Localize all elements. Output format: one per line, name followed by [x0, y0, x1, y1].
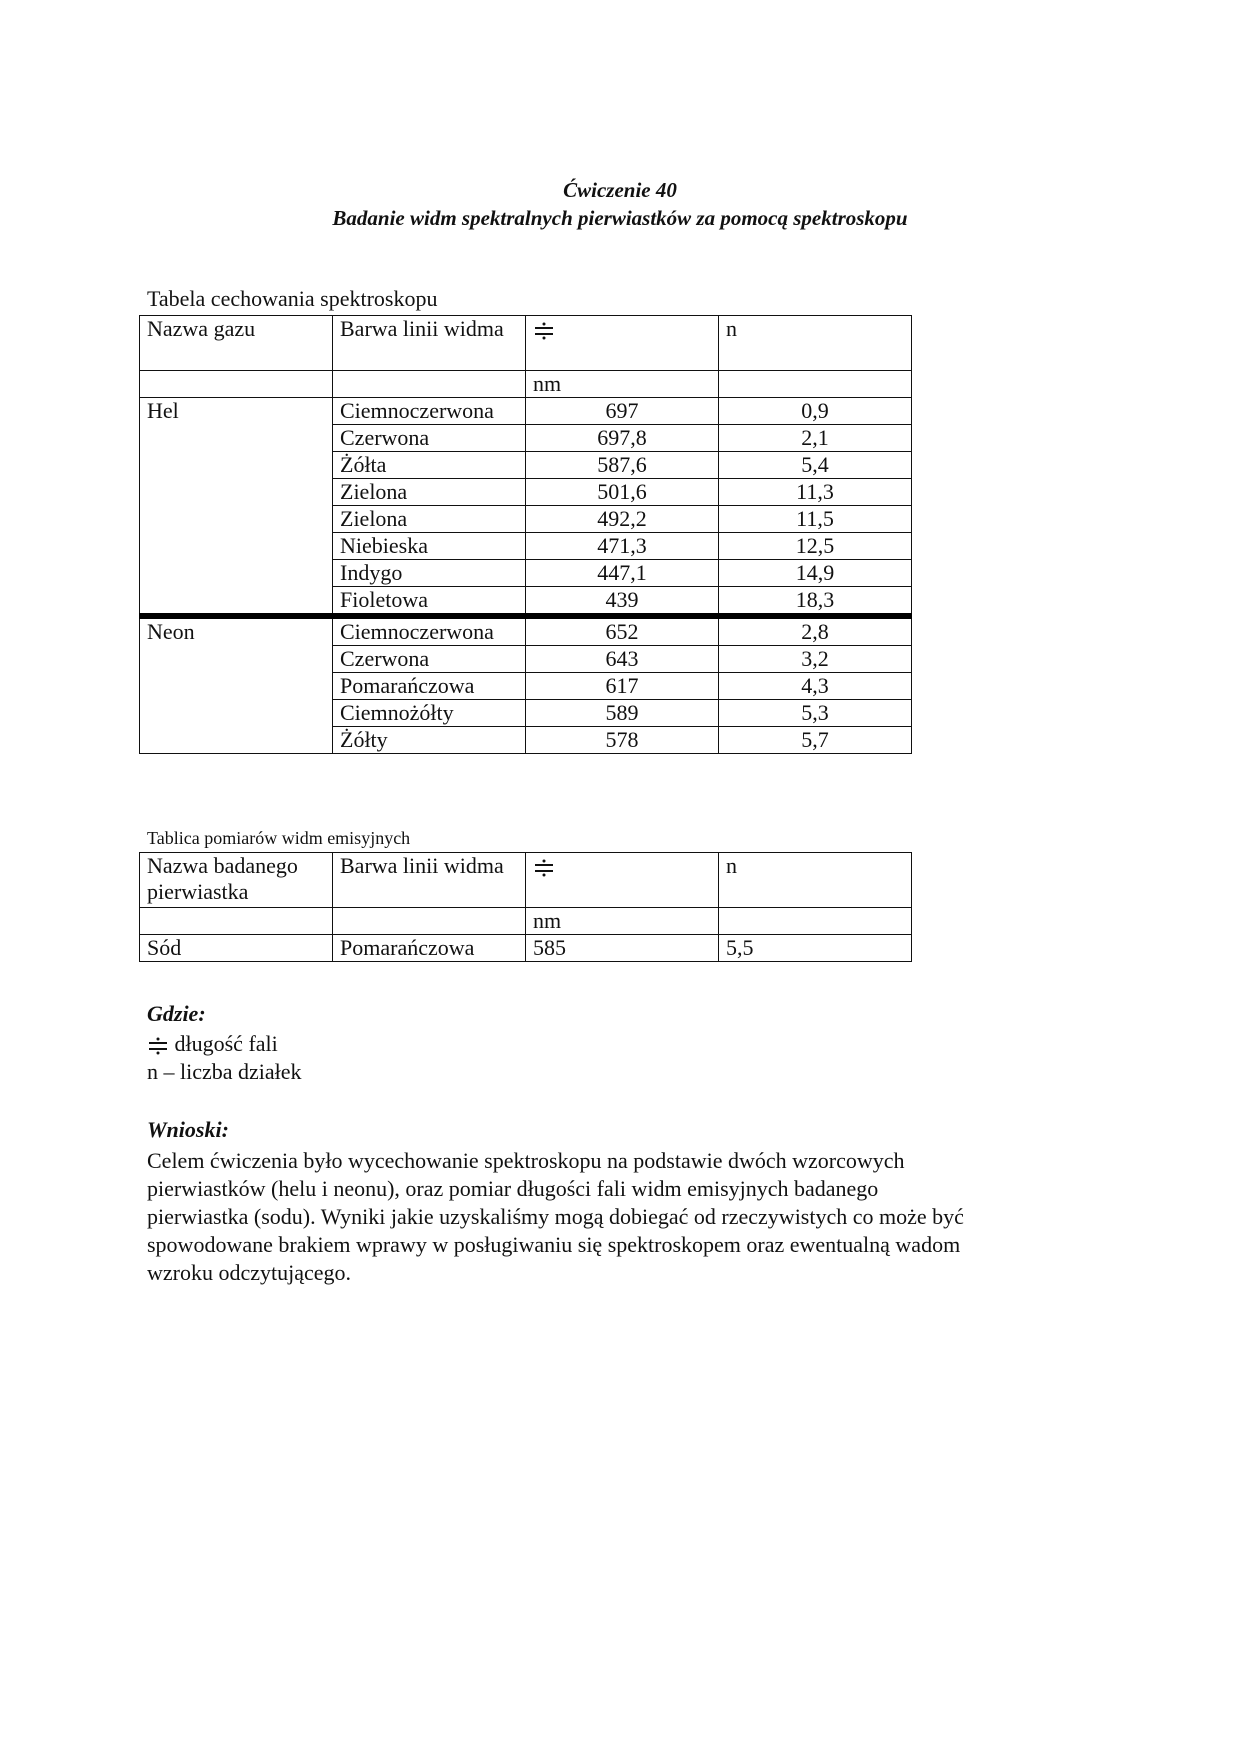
color-cell: Zielona [333, 479, 526, 506]
wavelength-cell: 697,8 [526, 425, 719, 452]
table-cell [719, 371, 912, 398]
divisions-cell: 0,9 [719, 398, 912, 425]
conclusions-heading: Wnioski: [147, 1117, 229, 1142]
page-subtitle: Badanie widm spektralnych pierwiastków za pomocą spektroskopu [332, 206, 908, 230]
color-cell: Indygo [333, 560, 526, 587]
lambda-symbol-icon [147, 1037, 169, 1055]
conclusion-line: wzroku odczytującego. [147, 1260, 352, 1285]
wavelength-cell: 589 [526, 700, 719, 727]
divisions-cell: 11,3 [719, 479, 912, 506]
color-cell: Żółta [333, 452, 526, 479]
table-row [140, 935, 912, 962]
column-header-wavelength [526, 853, 719, 908]
wavelength-cell: 492,2 [526, 506, 719, 533]
measurement-table [139, 852, 912, 962]
divisions-cell: 18,3 [719, 587, 912, 617]
wavelength-cell: 447,1 [526, 560, 719, 587]
conclusion-line: spowodowane brakiem wprawy w posługiwaniu się spektroskopem oraz ewentualną wadom [147, 1232, 961, 1257]
color-cell: Fioletowa [333, 587, 526, 617]
wavelength-cell: 471,3 [526, 533, 719, 560]
wavelength-cell: 617 [526, 673, 719, 700]
column-header: n [719, 853, 912, 908]
divisions-cell: 3,2 [719, 646, 912, 673]
table-row [140, 398, 912, 425]
wavelength-cell: 697 [526, 398, 719, 425]
table-cell [333, 908, 526, 935]
column-header-wavelength [526, 316, 719, 371]
divisions-cell: 2,8 [719, 616, 912, 646]
divisions-cell: 5,3 [719, 700, 912, 727]
divisions-cell: 4,3 [719, 673, 912, 700]
table1-caption: Tabela cechowania spektroskopu [147, 286, 438, 311]
table2-caption: Tablica pomiarów widm emisyjnych [147, 828, 411, 848]
column-header: Barwa linii widma [333, 316, 526, 371]
calibration-table [139, 315, 912, 754]
color-cell: Czerwona [333, 425, 526, 452]
gas-name-cell: Hel [140, 398, 333, 617]
color-cell: Ciemnoczerwona [333, 616, 526, 646]
wavelength-cell: 585 [526, 935, 719, 962]
table-cell [333, 371, 526, 398]
column-header: Barwa linii widma [333, 853, 526, 908]
color-cell: Ciemnożółty [333, 700, 526, 727]
table-header-row [140, 853, 912, 908]
divisions-cell: 11,5 [719, 506, 912, 533]
lambda-symbol-icon [533, 322, 555, 340]
divisions-cell: 2,1 [719, 425, 912, 452]
wavelength-cell: 643 [526, 646, 719, 673]
table-unit-row [140, 371, 912, 398]
table-cell [719, 908, 912, 935]
color-cell: Czerwona [333, 646, 526, 673]
wavelength-cell: 501,6 [526, 479, 719, 506]
unit-cell: nm [526, 908, 719, 935]
divisions-cell: 5,4 [719, 452, 912, 479]
color-cell: Pomarańczowa [333, 673, 526, 700]
color-cell: Zielona [333, 506, 526, 533]
color-cell: Pomarańczowa [333, 935, 526, 962]
wavelength-cell: 439 [526, 587, 719, 617]
color-cell: Żółty [333, 727, 526, 754]
conclusion-line: pierwiastka (sodu). Wyniki jakie uzyskaliśmy mogą dobiegać od rzeczywistych co może być [147, 1204, 964, 1229]
column-header: Nazwa gazu [140, 316, 333, 371]
lambda-symbol-icon [533, 859, 555, 877]
color-cell: Niebieska [333, 533, 526, 560]
gas-name-cell: Neon [140, 616, 333, 754]
wavelength-cell: 578 [526, 727, 719, 754]
column-header: Nazwa badanego pierwiastka [140, 853, 333, 908]
table-header-row [140, 316, 912, 371]
divisions-cell: 12,5 [719, 533, 912, 560]
conclusion-line: Celem ćwiczenia było wycechowanie spektroskopu na podstawie dwóch wzorcowych [147, 1148, 905, 1173]
table-cell [140, 908, 333, 935]
table-cell [140, 371, 333, 398]
divisions-cell: 5,7 [719, 727, 912, 754]
legend-lambda [147, 1031, 278, 1057]
page-title: Ćwiczenie 40 [563, 178, 677, 202]
conclusion-line: pierwiastków (helu i neonu), oraz pomiar długości fali widm emisyjnych badanego [147, 1176, 879, 1201]
column-header: n [719, 316, 912, 371]
wavelength-cell: 587,6 [526, 452, 719, 479]
divisions-cell: 5,5 [719, 935, 912, 962]
unit-cell: nm [526, 371, 719, 398]
color-cell: Ciemnoczerwona [333, 398, 526, 425]
table-row [140, 616, 912, 646]
table-unit-row [140, 908, 912, 935]
divisions-cell: 14,9 [719, 560, 912, 587]
conclusions-text [147, 1147, 1097, 1287]
legend-lambda-text: długość fali [174, 1031, 278, 1056]
wavelength-cell: 652 [526, 616, 719, 646]
legend-n: n – liczba działek [147, 1059, 302, 1084]
legend-heading: Gdzie: [147, 1001, 206, 1026]
element-cell: Sód [140, 935, 333, 962]
